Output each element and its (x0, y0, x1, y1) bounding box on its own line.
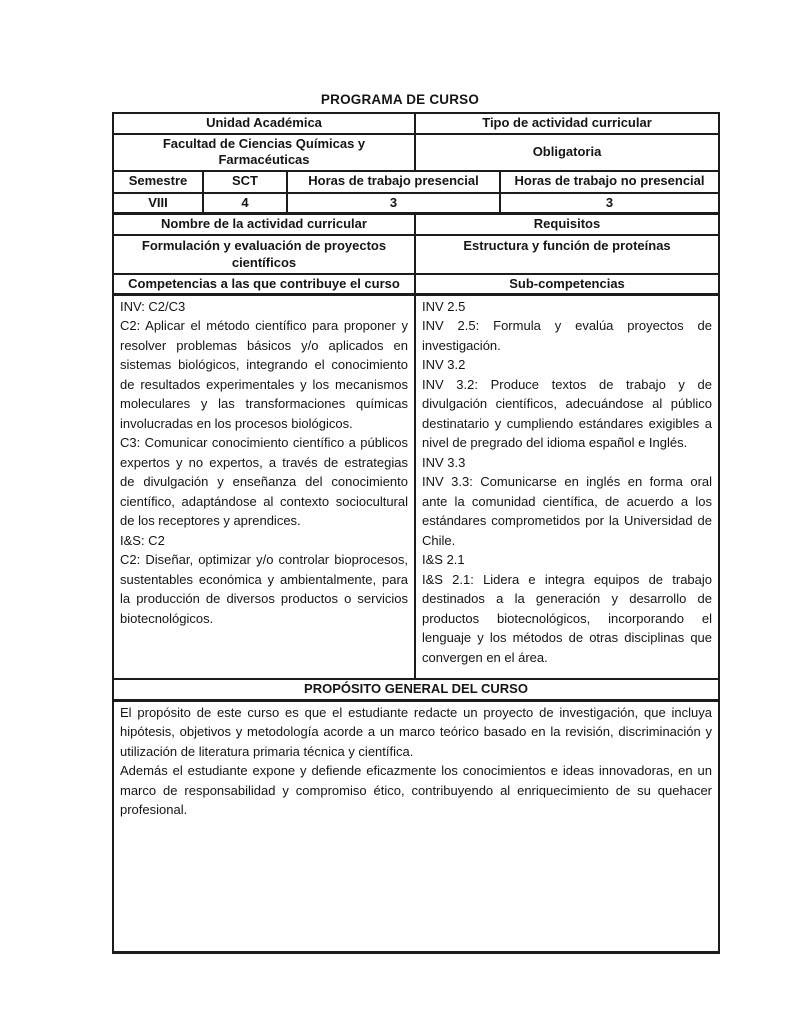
proposito-header-cell: PROPÓSITO GENERAL DEL CURSO (113, 679, 719, 700)
semestre-value-cell: VIII (113, 193, 203, 214)
tipo-actividad-header-cell: Tipo de actividad curricular (415, 113, 719, 134)
nombre-actividad-value-cell: Formulación y evaluación de proyectos científicos (113, 235, 415, 274)
sub-competencias-header-cell: Sub-competencias (415, 274, 719, 295)
horas-no-presencial-value-cell: 3 (500, 193, 719, 214)
paragraph: INV 3.2: Produce textos de trabajo y de divulgación científicos, adecuándose al público destinatario y cumpliendo estándares exigibles a nivel de pregrado del idioma español e Inglés. (422, 376, 713, 451)
document-title: PROGRAMA DE CURSO (320, 92, 480, 107)
paragraph: C2: Diseñar, optimizar y/o controlar bioprocesos, sustentables económica y ambientalmente, para la producción de diversos productos o servicios biotecnológicos. (120, 552, 408, 626)
requisitos-value-cell: Estructura y función de proteínas (415, 235, 719, 274)
paragraph: INV 2.5 (422, 298, 466, 314)
nombre-actividad-header-cell: Nombre de la actividad curricular (113, 214, 415, 235)
horas-presencial-value-cell: 3 (287, 193, 500, 214)
unidad-academica-header-cell: Unidad Académica (113, 113, 415, 134)
requisitos-header-cell: Requisitos (415, 214, 719, 235)
paragraph: Además el estudiante expone y defiende eficazmente los conocimientos e ideas innovadoras, en un marco de responsabilidad y compromiso ético, contribuyendo al enriquecimiento de su quehacer profesional. (120, 763, 713, 818)
paragraph: El propósito de este curso es que el estudiante redacte un proyecto de investigación, que incluya hipótesis, objetivos y metodología acorde a un marco teórico basado en la revisión, discriminación y utilización de literatura primaria técnica y científica. (120, 704, 713, 759)
paragraph: INV 3.3 (422, 454, 466, 470)
paragraph: I&S 2.1 (422, 552, 465, 568)
course-program-table (112, 112, 720, 954)
paragraph: C3: Comunicar conocimiento científico a públicos expertos y no expertos, a través de estrategias de divulgación y enseñanza del conocimiento científico, adaptándose al contexto sociocultural de los receptores y aprendices. (120, 435, 408, 529)
paragraph: INV: C2/C3 (120, 298, 186, 314)
paragraph: I&S: C2 (120, 532, 165, 548)
unidad-academica-value-cell: Facultad de Ciencias Químicas y Farmacéuticas (113, 134, 415, 171)
sct-value-cell: 4 (203, 193, 287, 214)
semestre-header-cell: Semestre (113, 171, 203, 193)
paragraph: INV 3.2 (422, 357, 466, 373)
tipo-actividad-value-cell: Obligatoria (415, 134, 719, 171)
sct-header-cell: SCT (203, 171, 287, 193)
paragraph: INV 3.3: Comunicarse en inglés en forma oral ante la comunidad científica, de acuerdo a los estándares comprometidos por la Universidad de Chile. (422, 474, 713, 548)
paragraph: INV 2.5: Formula y evalúa proyectos de investigación. (422, 318, 713, 353)
horas-presencial-header-cell: Horas de trabajo presencial (287, 171, 500, 193)
paragraph: I&S 2.1: Lidera e integra equipos de trabajo destinados a la generación y desarrollo de productos biotecnológicos, incorporando el lenguaje y los métodos de otras disciplinas que convergen en el área. (422, 571, 713, 665)
proposito-body-cell (113, 700, 719, 952)
horas-no-presencial-header-cell: Horas de trabajo no presencial (500, 171, 719, 193)
sub-competencias-body-cell (415, 294, 719, 679)
competencias-header-cell: Competencias a las que contribuye el curso (113, 274, 415, 295)
paragraph: C2: Aplicar el método científico para proponer y resolver problemas básicos y/o aplicados en sistemas biológicos, integrando el conocimiento de resultados experimentales y los mecanismos moleculares y las transformaciones químicas involucradas en los procesos biológicos. (120, 318, 408, 431)
competencias-body-cell (113, 294, 415, 679)
